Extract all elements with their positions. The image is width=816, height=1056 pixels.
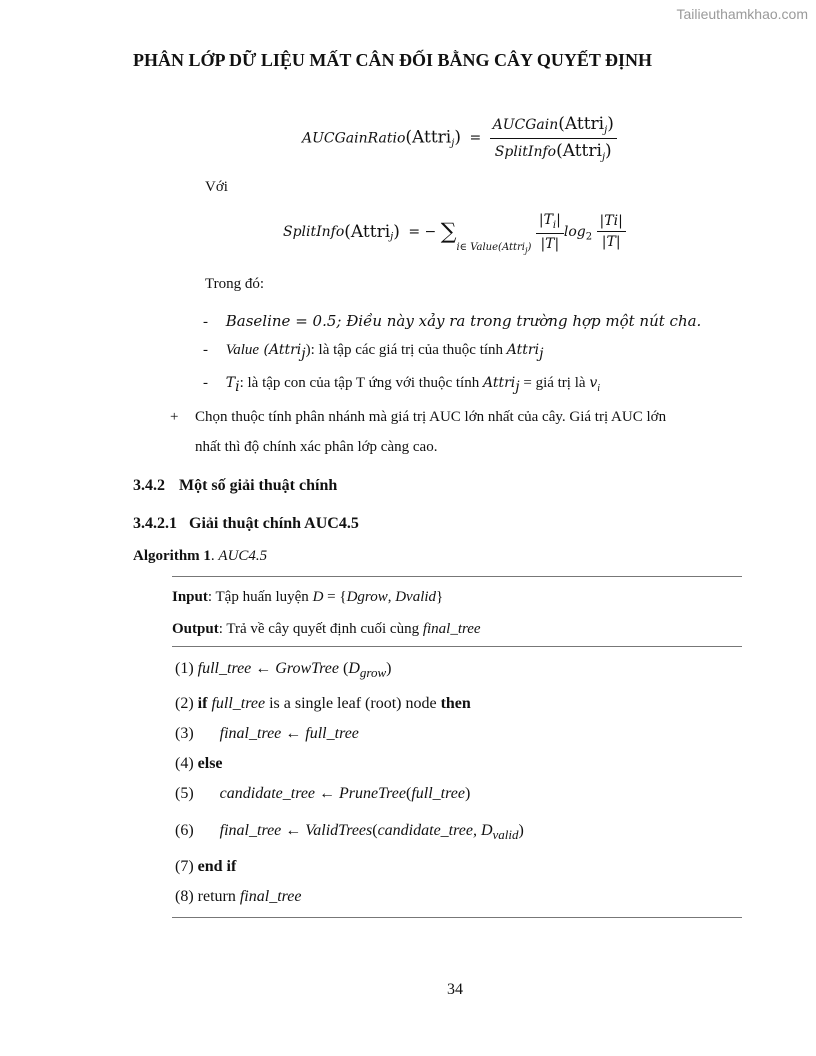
bullet-ti-sub: i [235, 379, 240, 395]
f1-lhs: AUCGainRatio [302, 130, 406, 147]
algorithm-step [175, 725, 359, 743]
bullet-ti-text2: = giá trị là [519, 375, 590, 391]
f1-den: SplitInfo [494, 143, 557, 160]
f1-num-close: ) [607, 114, 614, 134]
bullet-dash: - [203, 342, 208, 358]
bullet-ti [203, 375, 600, 395]
bullet-value-attri: Attri [506, 342, 540, 358]
step-close: ) [518, 822, 524, 839]
bullet-value-paren: (Attri [259, 342, 302, 358]
step-keyword: else [197, 755, 223, 772]
bullet-ti-attri-sub: j [515, 379, 520, 395]
sum-sub-j: j [525, 245, 528, 255]
step-number: (4) [175, 755, 194, 772]
step-arrow: ← [315, 785, 340, 802]
plus-mark: + [170, 409, 179, 425]
where-label: Trong đó: [205, 276, 265, 292]
section-342-title: Một số giải thuật chính [179, 477, 338, 494]
step-arg: full_tree [411, 785, 465, 802]
bullet-value-close: ) [305, 342, 311, 358]
input-dgrow: Dgrow [346, 589, 388, 605]
algorithm-input [172, 589, 443, 606]
step-arg-sub: grow [359, 665, 387, 681]
f2-num1: |T [538, 212, 553, 228]
bullet-value-math: Value [225, 342, 260, 358]
step-fn: ValidTrees [305, 822, 373, 839]
step-number: (1) [175, 660, 194, 677]
watermark: Tailieuthamkhao.com [676, 6, 808, 22]
step-keyword: then [440, 695, 471, 712]
step-text: is a single leaf (root) node [265, 695, 441, 712]
section-3421-title: Giải thuật chính AUC4.5 [189, 515, 359, 532]
f1-fraction [490, 114, 617, 163]
step-fn: GrowTree [275, 660, 339, 677]
algorithm-step [175, 785, 470, 803]
f1-den-arg: (Attri [556, 140, 602, 161]
f2-close: ) [393, 221, 400, 242]
bullet-baseline-math: Baseline = 0.5; Điều này xảy ra trong trường hợp một nút cha. [225, 312, 702, 330]
step-close: ) [386, 660, 392, 677]
step-arg: D [348, 660, 360, 677]
sum-symbol: ∑ [440, 219, 457, 245]
section-heading-3421 [133, 515, 359, 533]
output-var: final_tree [422, 621, 481, 637]
input-dvalid: Dvalid [395, 589, 437, 605]
f2-fraction-2 [597, 213, 626, 250]
f2-num1-close: | [556, 212, 561, 228]
algorithm-caption [133, 548, 267, 565]
input-comma: , [387, 589, 396, 605]
bullet-value-sub: j [301, 346, 306, 362]
bullet-value [203, 342, 543, 362]
page-number: 34 [447, 981, 463, 998]
step-keyword: end if [197, 858, 237, 875]
step-keyword: if [197, 695, 208, 712]
step-text: return [197, 888, 240, 905]
bullet-dash: - [203, 375, 208, 391]
input-close: } [436, 589, 444, 605]
bullet-ti-v-sub: i [597, 383, 601, 394]
f1-arg: (Attri [405, 127, 452, 148]
f2-den1: |T| [536, 233, 564, 252]
f2-equals: = − [408, 223, 437, 240]
algorithm-step [175, 660, 391, 681]
step-open: ( [405, 785, 412, 802]
f1-num: AUCGain [492, 117, 559, 133]
algorithm-label: Algorithm 1 [133, 548, 211, 564]
step-arg: candidate_tree, D [377, 822, 493, 839]
algorithm-sep: . [210, 548, 219, 564]
bullet-baseline [203, 312, 701, 331]
algorithm-output [172, 621, 481, 638]
f1-num-arg: (Attri [558, 114, 605, 134]
step-fn: full_tree [305, 725, 359, 742]
log-base: 2 [585, 231, 593, 243]
f1-sub: j [451, 138, 455, 150]
f2-den2: |T| [597, 231, 626, 250]
f2-sub: j [390, 231, 394, 243]
f1-equals: = [469, 130, 482, 147]
f2-fraction-1 [536, 212, 564, 252]
step-number: (8) [175, 888, 194, 905]
section-heading-342 [133, 477, 337, 495]
bullet-dash: - [203, 314, 208, 330]
f2-arg: (Attri [344, 221, 391, 242]
step-open: ( [339, 660, 349, 677]
formula-auc-gain-ratio [302, 114, 617, 163]
sum-sub [456, 242, 531, 253]
step-number: (2) [175, 695, 194, 712]
bullet-value-attri-sub: j [539, 346, 544, 362]
with-label: Với [205, 179, 228, 195]
step-arg-sub: valid [492, 827, 519, 843]
step-number: (5) [175, 785, 194, 802]
algorithm-step [175, 755, 223, 773]
step-open: ( [372, 822, 378, 839]
section-3421-num: 3.4.2.1 [133, 515, 177, 532]
input-label: Input [172, 589, 208, 605]
f2-num2: |Ti| [599, 213, 623, 230]
step-arrow: ← [281, 822, 306, 839]
f1-close: ) [454, 127, 461, 148]
step-var: full_tree [211, 695, 266, 712]
f1-den-sub: j [601, 151, 606, 163]
step-var: final_tree [239, 888, 302, 905]
step-number: (6) [175, 822, 194, 839]
log: log [563, 223, 586, 240]
f1-den-close: ) [605, 140, 612, 161]
sum-sub-close: ) [527, 241, 532, 253]
bullet-ti-math: T [225, 375, 236, 391]
step-var: final_tree [219, 725, 282, 742]
algorithm-step [175, 888, 301, 906]
input-text: : Tập huấn luyện [207, 589, 313, 605]
bullet-ti-text1: : là tập con của tập T ứng với thuộc tính [239, 375, 483, 391]
bullet-ti-attri: Attri [482, 375, 516, 391]
step-var: full_tree [197, 660, 252, 677]
algorithm-bottom-rule [172, 917, 742, 918]
step-fn: PruneTree [339, 785, 406, 802]
step-close: ) [464, 785, 471, 802]
bullet-ti-v: v [589, 375, 598, 391]
section-342-num: 3.4.2 [133, 477, 165, 494]
step-var: final_tree [219, 822, 282, 839]
step-number: (7) [175, 858, 194, 875]
plus-line-1: Chọn thuộc tính phân nhánh mà giá trị AUC lớn nhất của cây. Giá trị AUC lớn [195, 409, 667, 425]
f2-num1-sub: i [552, 219, 557, 231]
output-text: : Trả về cây quyết định cuối cùng [218, 621, 423, 637]
bullet-value-text: : là tập các giá trị của thuộc tính [310, 342, 507, 358]
step-var: candidate_tree [219, 785, 316, 802]
algorithm-top-rule [172, 576, 742, 577]
algorithm-step [175, 695, 471, 713]
input-eq: = { [323, 589, 347, 605]
input-d: D [312, 589, 324, 605]
step-number: (3) [175, 725, 194, 742]
algorithm-step [175, 822, 524, 843]
output-label: Output [172, 621, 219, 637]
algorithm-step [175, 858, 236, 876]
f2-lhs: SplitInfo [283, 223, 345, 240]
step-arrow: ← [251, 660, 276, 677]
plus-line-2: nhất thì độ chính xác phân lớp càng cao. [195, 439, 438, 455]
page-title: PHÂN LỚP DỮ LIỆU MẤT CÂN ĐỐI BẰNG CÂY QUYẾT ĐỊNH [133, 50, 653, 70]
sum-sub-text: i∈ Value(Attri [456, 241, 526, 253]
f1-num-sub: j [604, 124, 608, 136]
formula-split-info [283, 212, 626, 255]
algorithm-mid-rule [172, 646, 742, 647]
algorithm-name: AUC4.5 [218, 548, 268, 564]
step-arrow: ← [281, 725, 306, 742]
